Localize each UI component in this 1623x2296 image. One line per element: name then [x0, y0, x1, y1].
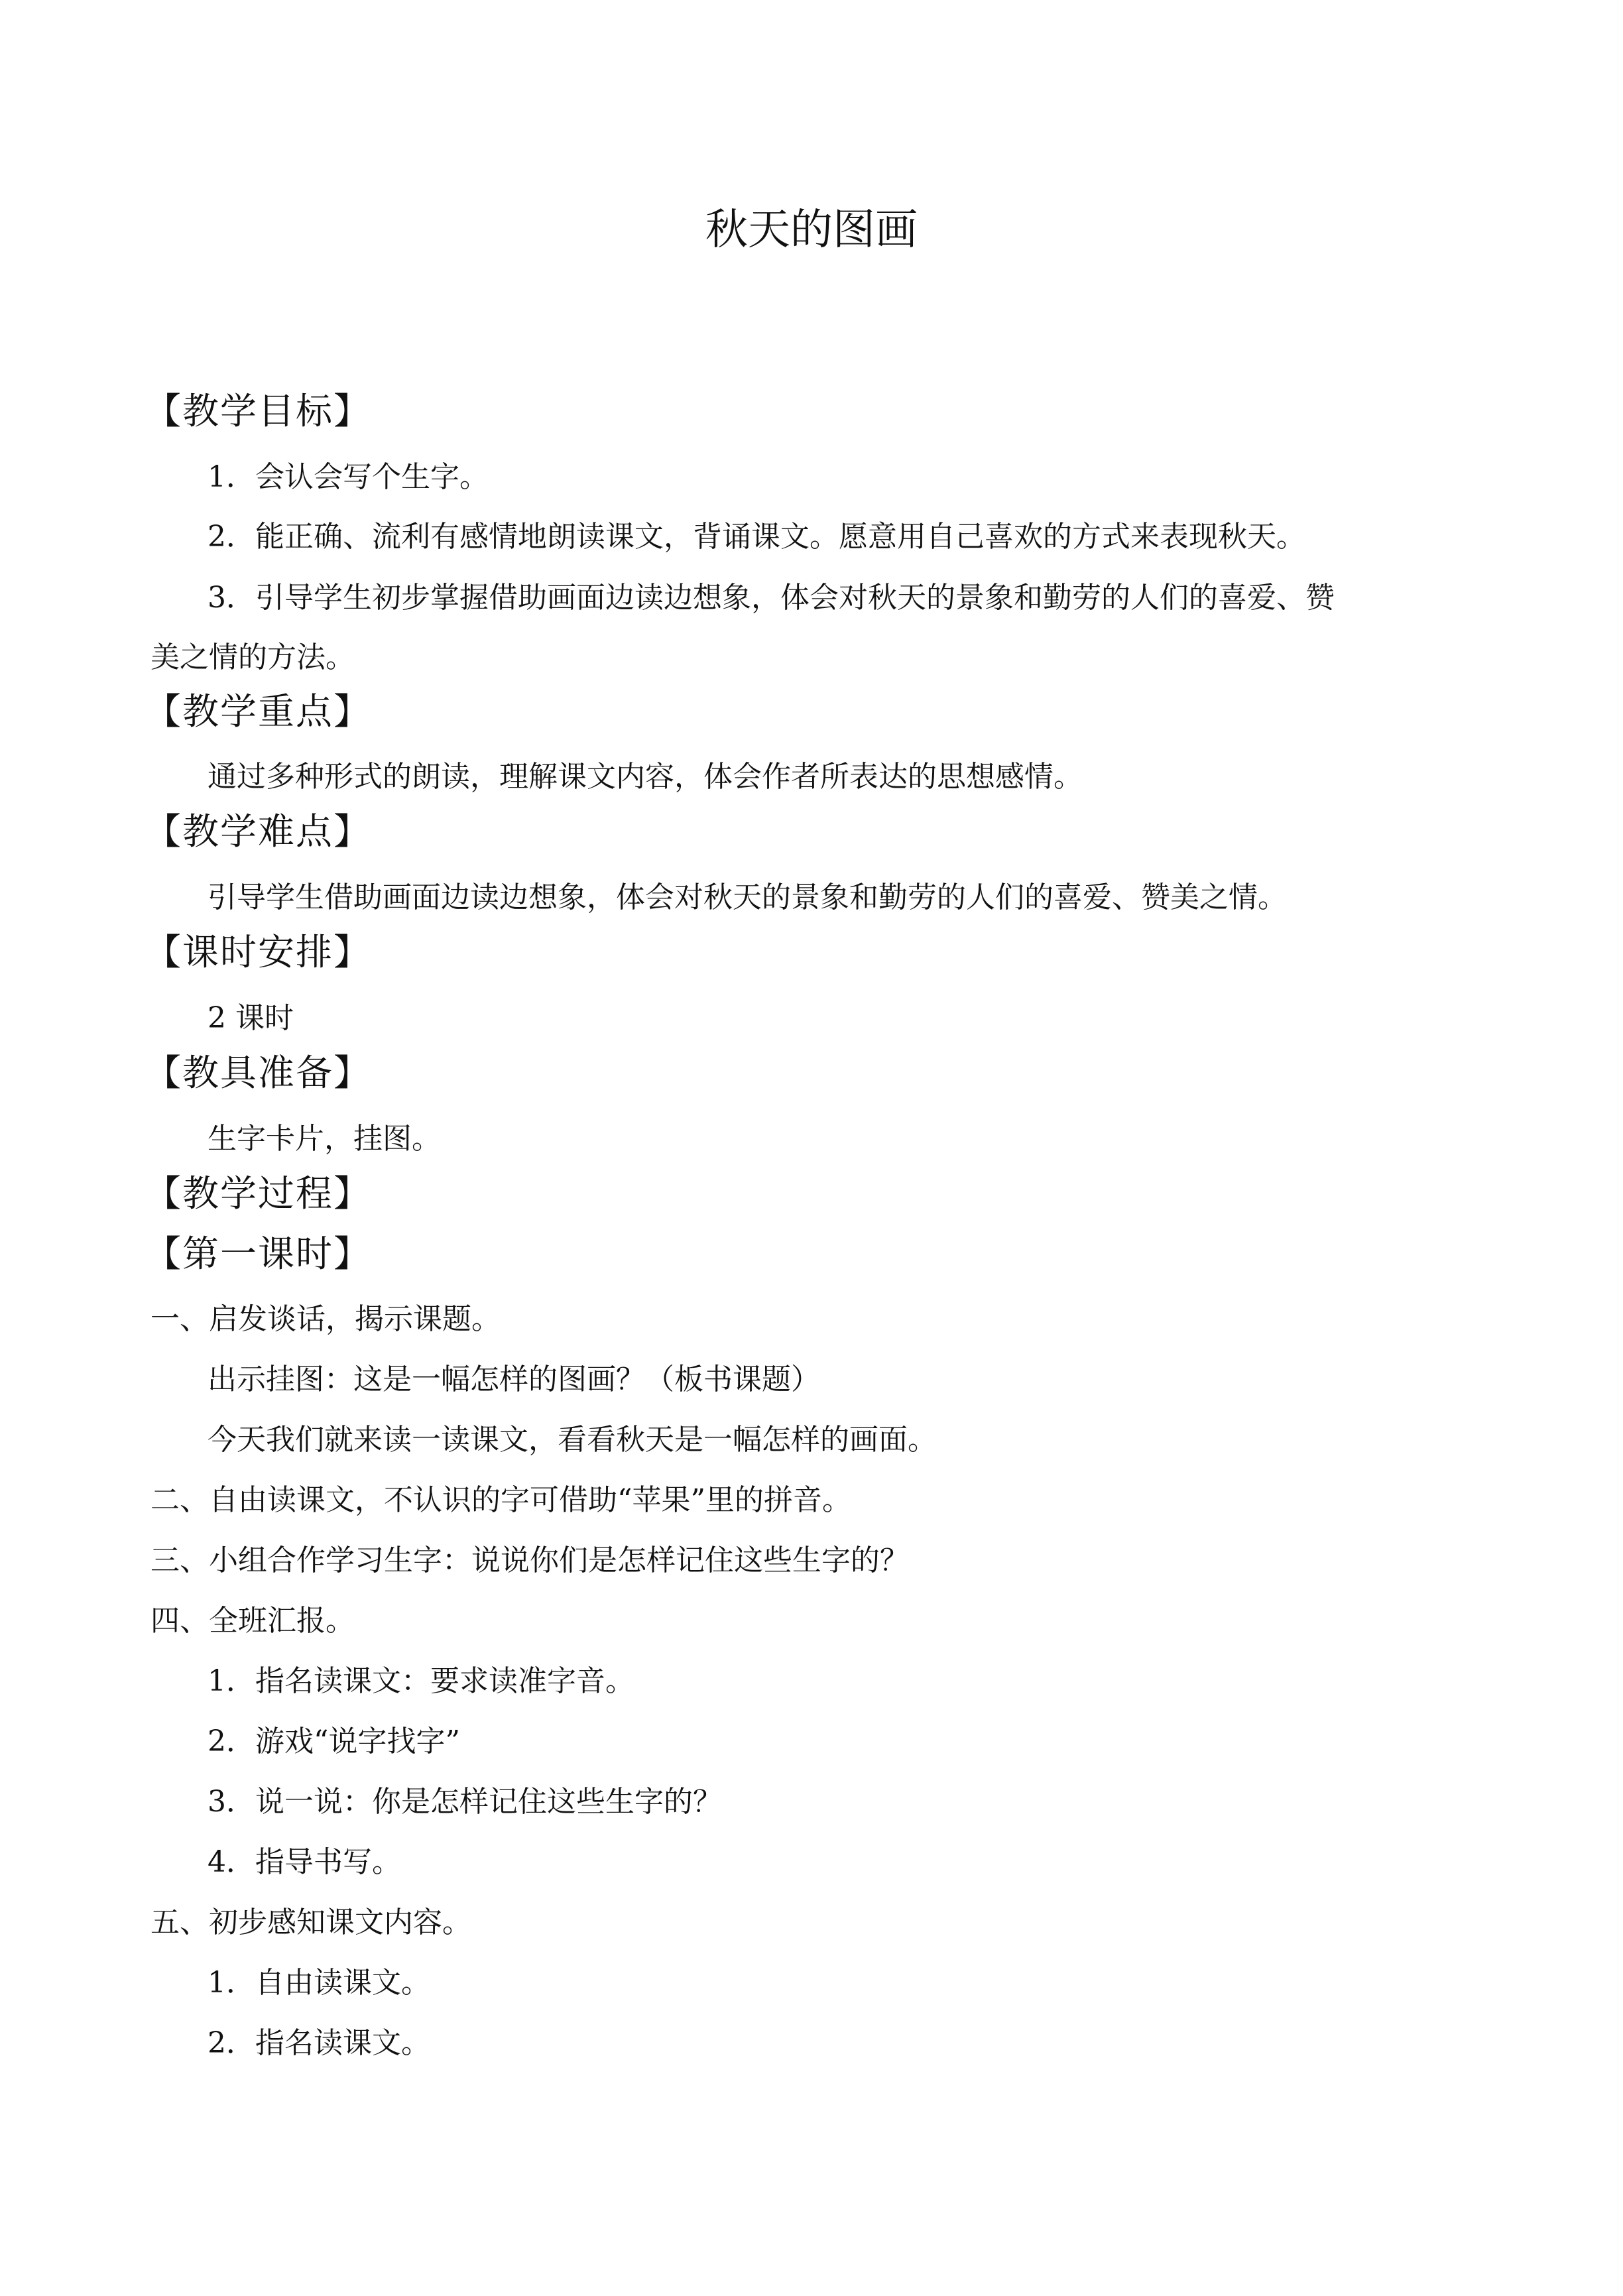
schedule-text: 2 课时	[208, 1001, 294, 1035]
step-4-item-3: 3．说一说：你是怎样记住这些生字的？	[208, 1785, 722, 1819]
step-1-b: 今天我们就来读一读课文，看看秋天是一幅怎样的画面。	[208, 1423, 937, 1457]
step-5: 五、初步感知课文内容。	[150, 1905, 471, 1939]
heading-key-points: 【教学重点】	[145, 690, 372, 733]
heading-difficulties: 【教学难点】	[145, 810, 372, 853]
key-points-text: 通过多种形式的朗读，理解课文内容，体会作者所表达的思想感情。	[208, 760, 1083, 794]
difficulties-text: 引导学生借助画面边读边想象，体会对秋天的景象和勤劳的人们的喜爱、赞美之情。	[208, 880, 1287, 914]
heading-materials: 【教具准备】	[145, 1052, 372, 1094]
objective-item-3-line-2: 美之情的方法。	[150, 640, 355, 674]
step-2: 二、自由读课文，不认识的字可借助“苹果”里的拼音。	[150, 1483, 851, 1517]
step-4-item-1: 1．指名读课文：要求读准字音。	[208, 1664, 634, 1698]
heading-schedule: 【课时安排】	[145, 931, 372, 973]
step-3: 三、小组合作学习生字：说说你们是怎样记住这些生字的？	[150, 1543, 909, 1577]
step-5-item-1: 1．自由读课文。	[208, 1966, 430, 2000]
step-4-item-4: 4．指导书写。	[208, 1845, 401, 1879]
document-title: 秋天的图画	[705, 206, 918, 255]
heading-first-lesson: 【第一课时】	[145, 1233, 372, 1275]
step-4-item-2: 2．游戏“说字找字”	[208, 1724, 460, 1758]
objective-item-1: 1．会认会写个生字。	[208, 460, 489, 494]
step-5-item-2: 2．指名读课文。	[208, 2026, 430, 2060]
heading-objectives: 【教学目标】	[145, 390, 372, 432]
step-4: 四、全班汇报。	[150, 1604, 355, 1638]
step-1: 一、启发谈话，揭示课题。	[150, 1302, 501, 1336]
materials-text: 生字卡片，挂图。	[208, 1122, 441, 1156]
step-1-a: 出示挂图：这是一幅怎样的图画？（板书课题）	[208, 1362, 820, 1396]
objective-item-3-line-1: 3．引导学生初步掌握借助画面边读边想象，体会对秋天的景象和勤劳的人们的喜爱、赞	[208, 581, 1335, 615]
objective-item-2: 2．能正确、流利有感情地朗读课文，背诵课文。愿意用自己喜欢的方式来表现秋天。	[208, 520, 1305, 554]
heading-process: 【教学过程】	[145, 1172, 372, 1215]
